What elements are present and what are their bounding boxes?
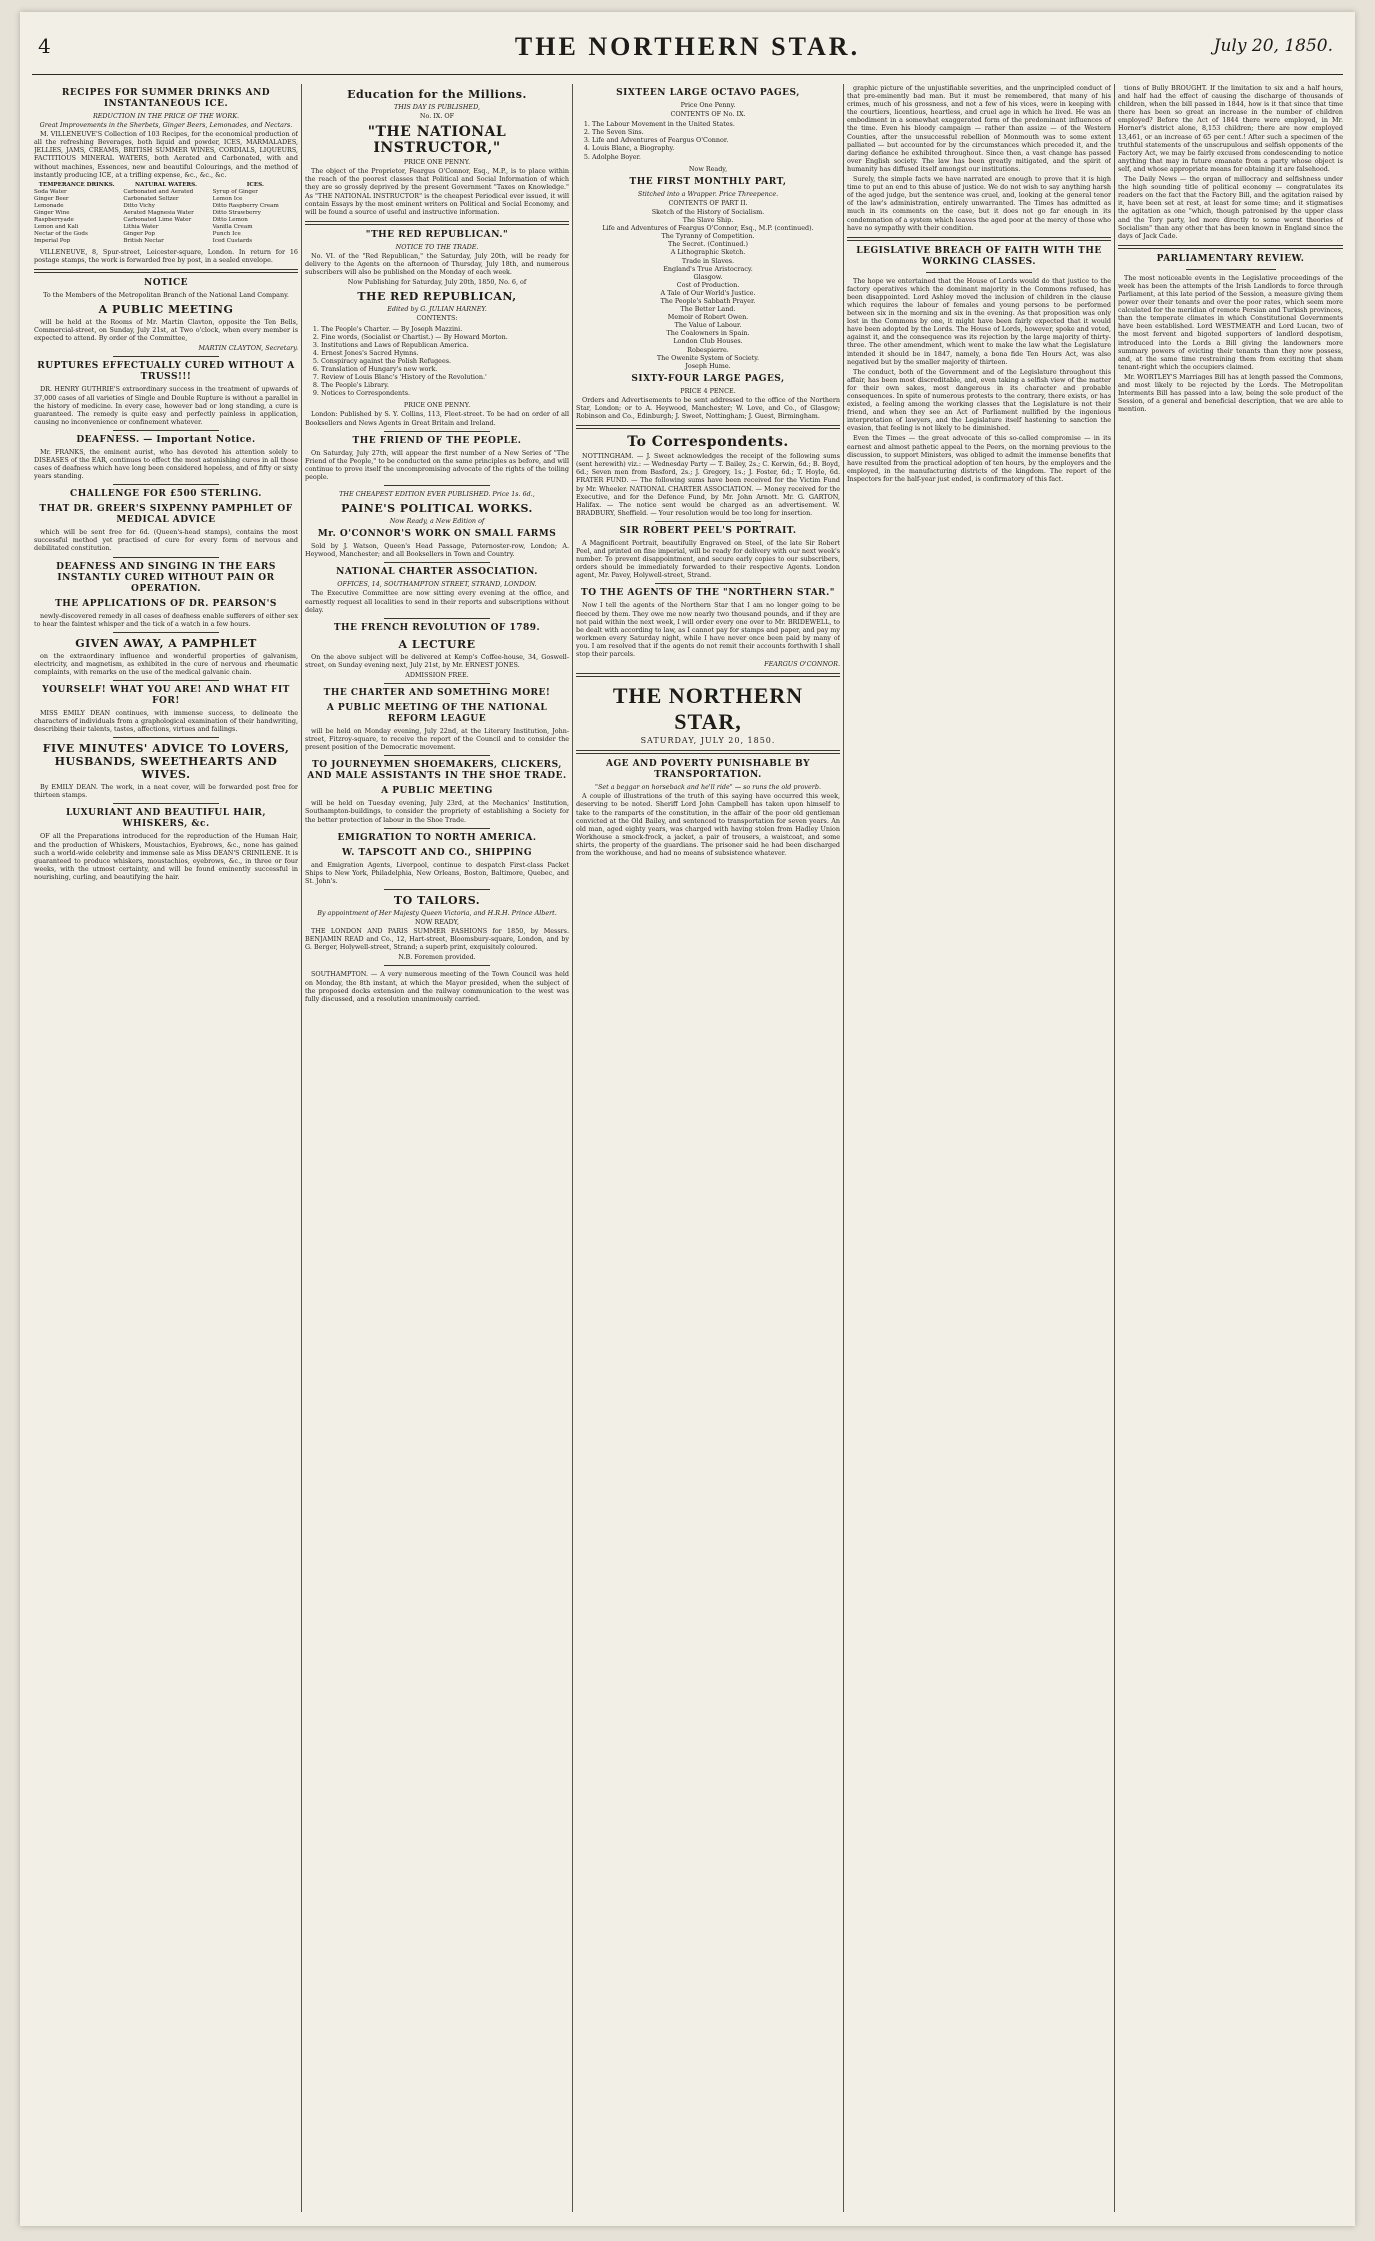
contents-item: 1. The Labour Movement in the United States. [592, 120, 840, 128]
parliamentary-body: The most noticeable events in the Legislative proceedings of the week has been the attempts of the Irish Landlords to force through Parliament, at this late period of the Session, a measure giving them power over their tenants and over the poor rates, which seem more calculated for the meridian of remote Persian and Turkish provinces, than the temperate climates in which Constitutional Governments have been established. Lord WESTMEATH and Lord Lucan, two of the most fervent and bigoted supporters of landlord despotism, introduced into the Lords a Bill giving the landowners more summary powers of evicting their tenants than they now possess, and, at the same time restraining them from exciting that sham tenant-right which the occupiers claimed. [1118, 273, 1343, 371]
tailors-body: THE LONDON AND PARIS SUMMER FASHIONS for 1850, by Messrs. BENJAMIN READ and Co., 12, Hart-street, Bloomsbury-square, London, and by G. Berger, Holywell-street, Strand; a superb print, exquisitely coloured. [305, 927, 569, 952]
contents-item: The Secret. (Continued.) [668, 240, 748, 249]
recipes-tagline: Great Improvements in the Sherbets, Ginger Beers, Lemonades, and Nectars. [39, 121, 293, 130]
divider [113, 557, 219, 558]
recipes-table [34, 182, 298, 245]
tailors-footer: N.B. Foremen provided. [398, 953, 476, 962]
transportation-heading: AGE AND POVERTY PUNISHABLE BY TRANSPORTATION. [605, 759, 811, 781]
public-meeting-heading: A PUBLIC MEETING [98, 303, 234, 317]
contents-item: A Lithographic Sketch. [670, 248, 746, 257]
advice-heading: FIVE MINUTES' ADVICE TO LOVERS, HUSBANDS, SWEETHEARTS AND WIVES. [42, 742, 290, 782]
contents-item: The Slave Ship. [682, 216, 734, 225]
contents-item: 2. Fine words, (Socialist or Chartist.) — By Howard Morton. [321, 333, 569, 341]
emigration-heading: EMIGRATION TO NORTH AMERICA. [337, 832, 537, 843]
shoemakers-title: A PUBLIC MEETING [381, 786, 493, 797]
southampton-paragraph: SOUTHAMPTON. — A very numerous meeting of the Town Council was held on Monday, the 8th instant, at which the Mayor presided, when the subject of the proposed docks extension and the railway communication to the west was fully discussed, and a resolution unanimously carried. [305, 970, 569, 1003]
friend-body: On Saturday, July 27th, will appear the first number of a New Series of "The Friend of the People," to be conducted on the same principles as before, and will continue to prove itself the uncompromising advocate of the rights of the toiling people. [305, 448, 569, 481]
lecture-body: On the above subject will be delivered at Kemp's Coffee-house, 34, Goswell-street, on Sunday evening next, July 21st, by Mr. ERNEST JONES. [305, 652, 569, 669]
tapscott-title: W. TAPSCOTT AND CO., SHIPPING [341, 847, 533, 858]
dateline: July 20, 1850. [1213, 36, 1333, 56]
agents-heading: TO THE AGENTS OF THE "NORTHERN STAR." [581, 588, 835, 599]
table-cell: Ditto Lemon [212, 216, 248, 223]
divider [113, 803, 219, 804]
table-cell: Carbonated and Aerated [123, 188, 194, 195]
divider [384, 828, 490, 829]
pamphlet-body: on the extraordinary influence and wonderful properties of galvanism, electricity, and magnetism, as exhibited in the cure of nervous and rheumatic complaints, with remarks on the use of the medical galvanic chain. [34, 651, 298, 676]
reform-league-body: will be held on Monday evening, July 22nd, at the Literary Institution, John-street, Fitzroy-square, to receive the report of the Council and to consider the present position of the Democratic movement. [305, 727, 569, 752]
agents-body: Now I tell the agents of the Northern Star that I am no longer going to be fleeced by them. They owe me now nearly two thousand pounds, and if they are not paid within the next week, I will order every one over to Mr. BRIDEWELL, to be dealt with according to law, as I cannot pay for stamps and paper, and pay my workmen every Saturday night, while I have never once been paid by many of you. I am resolved that if the agents do not remit their accounts forthwith I shall stop their parcels. [576, 601, 840, 658]
section-divider [576, 673, 840, 677]
contents-label: CONTENTS: [416, 314, 458, 323]
deafness-heading: DEAFNESS. — Important Notice. [76, 434, 256, 445]
yourself-body: MISS EMILY DEAN continues, with immense success, to delineate the characters of individuals from a graphological examination of their handwriting, describing their talents, tastes, affections, virtues and failings. [34, 709, 298, 734]
parliamentary-body-2: Mr. WORTLEY'S Marriages Bill has at length passed the Commons, and most likely to be rejected by the Lords. The Metropolitan Interments Bill has passed into a law, being the sole product of the Session, of a general and beneficial description, that we are able to mention. [1118, 372, 1343, 414]
column-5 [1118, 84, 1343, 2212]
column-4-body-2: Surely, the simple facts we have narrated are enough to prove that it is high time to put an end to this abuse of justice. We do not wish to say anything harsh of the aged judge, but the sentence was cruel, and, looking at the general tenor of the law's administration, entirely unwarranted. The Times has admitted as much in its comments on the case, but it does not go far enough in its condemnation of a system which leaves the aged poor at the mercy of those who have no sympathy with their condition. [847, 175, 1111, 232]
table-header: TEMPERANCE DRINKS. [38, 181, 115, 188]
hair-body: OF all the Preparations introduced for the reproduction of the Human Hair, and the production of Whiskers, Moustachios, Eyebrows, &c., none has gained such a world-wide celebrity and immense sale as Miss DEAN'S CRINILENE. It is guaranteed to produce whiskers, moustachios, eyebrows, &c., in three or four weeks, with the utmost certainty, and will be found eminently successful in nourishing, curling, and beautifying the hair. [34, 832, 298, 881]
contents-item: England's True Aristocracy. [663, 264, 753, 273]
recipes-subheading: REDUCTION IN THE PRICE OF THE WORK. [92, 112, 240, 120]
now-ready: Now Ready, [688, 164, 728, 173]
table-cell: Ditto Strawberry [212, 209, 261, 216]
table-cell: Lemonade [34, 202, 64, 209]
ruptures-body: DR. HENRY GUTHRIE'S extraordinary success in the treatment of upwards of 37,000 cases of all varieties of Single and Double Rupture is without a parallel in the history of medicine. In every case, however bad or long standing, a cure is guaranteed. The remedy is quite easy and perfectly painless in application, causing no inconvenience or confinement whatever. [34, 385, 298, 426]
monthly-part-sub: Stitched into a Wrapper. Price Threepence. [637, 189, 779, 198]
section-divider [847, 237, 1111, 241]
paine-intro: THE CHEAPEST EDITION EVER PUBLISHED. Price 1s. 6d., [339, 490, 535, 498]
education-price: PRICE ONE PENNY. [403, 158, 471, 167]
correspondents-body: NOTTINGHAM. — J. Sweet acknowledges the receipt of the following sums (sent herewith) viz.: — Wednesday Party — T. Bailey, 2s.; C. Kerwin, 6d.; B. Boyd, 6d.; Seven men from Basford, 2s.; J. Gregory, 1s.; J. Foster, 6d.; T. Hoyle, 6d. FRATER FUND. — The following sums have been received for the Victim Fund by Mr. Wheeler. NATIONAL CHARTER ASSOCIATION. — Money received for the Executive, and for the Defence Fund, by Mr. John Arnott. Mr. G. GARTON, Halifax. — The notice sent would be charged as an advertisement. W. BRADBURY, Sheffield. — Your resolution would be too long for insertion. [576, 452, 840, 517]
emigration-body: and Emigration Agents, Liverpool, continue to despatch First-class Packet Ships to New York, Philadelphia, New Orleans, Boston, Baltimore, Quebec, and St. John's. [305, 860, 569, 885]
friend-heading: THE FRIEND OF THE PEOPLE. [352, 435, 522, 446]
table-cell: Syrup of Ginger [212, 188, 258, 195]
northern-star-date: SATURDAY, JULY 20, 1850. [640, 736, 776, 746]
northern-star-title: THE NORTHERN STAR, [612, 683, 804, 735]
contents-item: Robespierre. [687, 345, 729, 354]
tailors-heading: TO TAILORS. [393, 893, 481, 907]
divider [1186, 269, 1276, 270]
contents-item: 7. Review of Louis Blanc's 'History of the Revolution.' [321, 373, 569, 381]
paine-body: Sold by J. Watson, Queen's Head Passage, Paternoster-row, London; A. Heywood, Manchester; and all Booksellers in Town and Country. [305, 542, 569, 559]
advice-body: By EMILY DEAN. The work, in a neat cover, will be forwarded post free for thirteen stamps. [34, 783, 298, 800]
paine-heading: PAINE'S POLITICAL WORKS. [341, 502, 533, 516]
yourself-heading: YOURSELF! WHAT YOU ARE! AND WHAT FIT FOR! [42, 685, 290, 706]
section-divider [34, 269, 298, 273]
contents-ix-label: CONTENTS OF No. IX. [670, 110, 746, 119]
section-divider [1118, 245, 1343, 249]
divider [113, 430, 219, 431]
table-cell: Soda Water [34, 188, 67, 195]
page-number: 4 [38, 34, 51, 58]
contents-item: 9. Notices to Correspondents. [321, 389, 569, 397]
deafness2-subheading: THE APPLICATIONS OF DR. PEARSON'S [55, 598, 277, 609]
challenge-heading: CHALLENGE FOR £500 STERLING. [70, 489, 262, 500]
column-5-body: tions of Bully BROUGHT. If the limitation to six and a half hours, and half had the effect of causing the discharge of thousands of children, when the bill passed in 1844, how is it that since that time there has been so great an increase in the number of children employed? Before the Act of 1844 there were employed, in Mr. Horner's district alone, 8,153 children; there are now employed 13,461, or an increase of 65 per cent.! After such a specimen of the truthful statements of the unscrupulous and selfish opponents of the Factory Act, we may be fairly excused from condescending to notice anything that may in future emanate from a party whose object is self, and whose appropriate means for obtaining it are falsehood. [1118, 84, 1343, 173]
lecture-heading: THE FRENCH REVOLUTION OF 1789. [333, 622, 541, 633]
table-cell: Raspberryade [34, 216, 74, 223]
charter-assoc-heading: NATIONAL CHARTER ASSOCIATION. [336, 567, 538, 578]
paine-subheading: Now Ready, a New Edition of [389, 517, 485, 526]
transportation-quote: "Set a beggar on horseback and he'll ride" — so runs the old proverb. [595, 783, 821, 792]
table-cell: Aerated Magnesia Water [123, 209, 194, 216]
shoemakers-heading: TO JOURNEYMEN SHOEMAKERS, CLICKERS, AND MALE ASSISTANTS IN THE SHOE TRADE. [307, 760, 567, 782]
meeting-body: will be held at the Rooms of Mr. Martin Clavton, opposite the Ten Bells, Commercial-street, on Sunday, July 21st, at Two o'clock, when every member is expected to attend. By order of the Committee, [34, 318, 298, 343]
divider [384, 485, 490, 486]
challenge-body: which will be sent free for 6d. (Queen's-head stamps), contains the most successful method yet practised of cure for every form of nervous and debilitated constitution. [34, 528, 298, 553]
contents-item: The Value of Labour. [674, 321, 742, 330]
reform-league-title: A PUBLIC MEETING OF THE NATIONAL REFORM LEAGUE [326, 703, 548, 725]
divider [926, 272, 1032, 273]
sixty-four-pages: SIXTY-FOUR LARGE PAGES, [631, 373, 785, 384]
deafness2-heading: DEAFNESS AND SINGING IN THE EARS INSTANTLY CURED WITHOUT PAIN OR OPERATION. [56, 561, 276, 594]
peel-heading: SIR ROBERT PEEL'S PORTRAIT. [619, 525, 797, 536]
sixteen-price: Price One Penny. [680, 101, 736, 109]
red-republican-editor: Edited by G. JULIAN HARNEY. [387, 305, 487, 314]
contents-item: 1. The People's Charter. — By Joseph Mazzini. [321, 325, 569, 333]
divider [113, 737, 219, 738]
table-cell: Nectar of the Gods [34, 230, 88, 237]
red-republican-publisher: London: Published by S. Y. Collins, 113, Fleet-street. To be had on order of all Booksellers and News Agents in Great Britain and Ireland. [305, 410, 569, 427]
orders-paragraph: Orders and Advertisements to be sent addressed to the office of the Northern Star, London; or to A. Heywood, Manchester; W. Love, and Co., of Glasgow; Robinson and Co., Edinburgh; J. Sweet, Nottingham; J. Guest, Birmingham. [576, 395, 840, 421]
divider [384, 965, 490, 966]
column-rule [843, 84, 844, 2212]
divider [384, 889, 490, 890]
peel-body: A Magnificent Portrait, beautifully Engraved on Steel, of the late Sir Robert Peel, and printed on fine imperial, will be ready for delivery with our next week's number. To prevent disappointment, and secure early copies to our subscribers, orders should be immediately forwarded to their respective Agents. London agent, Mr. Pavey, Holywell-street, Strand. [576, 538, 840, 580]
notice-label: NOTICE [144, 277, 188, 288]
contents-item: 3. Institutions and Laws of Republican America. [321, 341, 569, 349]
divider [384, 562, 490, 563]
contents-item: 3. Life and Adventures of Feargus O'Connor. [592, 136, 840, 144]
table-cell: Carbonated Lime Water [123, 216, 192, 223]
table-cell: Vanilla Cream [212, 223, 253, 230]
contents-item: The Owenite System of Society. [656, 353, 760, 362]
small-farms-title: Mr. O'CONNOR'S WORK ON SMALL FARMS [317, 529, 557, 540]
part-contents-list [576, 208, 840, 370]
hair-heading: LUXURIANT AND BEAUTIFUL HAIR, WHISKERS, &c. [65, 808, 267, 830]
section-divider [305, 221, 569, 225]
table-cell: Lithia Water [123, 223, 159, 230]
sixteen-pages-heading: SIXTEEN LARGE OCTAVO PAGES, [616, 88, 800, 98]
parliamentary-heading: PARLIAMENTARY REVIEW. [1156, 253, 1305, 264]
newspaper-page [20, 12, 1355, 2226]
correspondents-heading: To Correspondents. [627, 434, 789, 451]
section-divider [576, 750, 840, 754]
column-4-body: graphic picture of the unjustifiable severities, and the unprincipled conduct of that pre-eminently bad man. But it must be remembered, that many of his crimes, much of his grossness, and not a few of his vices, were in keeping with the courtiers, licentious, heartless, and cruel age in which he lived. He was an embodiment in a somewhat exaggerated form of the predominant influences of the time. Even his bloody campaign — rather than assize — of the Western Counties, after the unsuccessful rebellion of Monmouth was to some extent palliated — but accounted for by the circumstances which preceded it, and the daring defiance he exhibited throughout. Since then, a vast change has passed over English society. The law has been greatly mitigated, and the spirit of humanity has diffused itself amongst our institutions. [847, 84, 1111, 173]
tailors-sub: By appointment of Her Majesty Queen Victoria, and H.R.H. Prince Albert. [317, 908, 557, 917]
deafness-body: Mr. FRANKS, the eminent aurist, who has devoted his attention solely to DISEASES of the EAR, continues to effect the most astonishing cures in all those cases of deafness which have long been considered hopeless, and of fifty or sixty years standing. [34, 447, 298, 481]
red-republican-published: Now Publishing for Saturday, July 20th, 1850, No. 6, of [347, 278, 527, 287]
contents-item: The People's Sabbath Prayer. [660, 296, 756, 305]
charter-assoc-address: OFFICES, 14, SOUTHAMPTON STREET, STRAND, LONDON. [337, 580, 537, 589]
red-republican-title: THE RED REPUBLICAN, [357, 290, 517, 304]
challenge-subheading: THAT DR. GREER'S SIXPENNY PAMPHLET OF MEDICAL ADVICE [39, 504, 293, 526]
masthead [32, 26, 1343, 75]
section-divider [576, 425, 840, 429]
table-cell: Ginger Pop [123, 230, 156, 237]
meeting-signature: MARTIN CLAYTON, Secretary. [198, 344, 298, 353]
column-rule [301, 84, 302, 2212]
contents-item: 4. Ernest Jones's Sacred Hymns. [321, 349, 569, 357]
table-cell: Ginger Wine [34, 209, 70, 216]
red-republican-body: No. VI. of the "Red Republican," the Saturday, July 20th, will be ready for delivery to the Agents on the afternoon of Thursday, July 18th, and numerous subscribers will also be published on the Monday of each week. [305, 251, 569, 277]
agents-signature: FEARGUS O'CONNOR. [764, 660, 840, 669]
deafness2-body: newly-discovered remedy in all cases of deafness enable sufferers of either sex to hear the faintest whisper and the tick of a watch in a few hours. [34, 611, 298, 628]
contents-item: 8. The People's Library. [321, 381, 569, 389]
table-cell: Ginger Beer [34, 195, 69, 202]
divider [384, 683, 490, 684]
table-cell: Iced Custards [212, 237, 253, 244]
table-cell: Ditto Vichy [123, 202, 155, 209]
divider [655, 521, 761, 522]
tailors-ready: NOW READY, [414, 917, 460, 926]
education-number: No. IX. OF [419, 112, 455, 121]
contents-item: Joseph Hume. [685, 361, 731, 370]
recipes-footer: VILLENEUVE, 8, Spur-street, Leicester-square, London. In return for 16 postage stamps, the work is forwarded free by post, in a sealed envelope. [34, 247, 298, 264]
column-1 [34, 84, 298, 2212]
contents-item: 5. Adolphe Boyer. [592, 153, 840, 161]
lecture-title: A LECTURE [398, 637, 476, 651]
divider [655, 583, 761, 584]
table-cell: Punch Ice [212, 230, 241, 237]
divider [113, 680, 219, 681]
contents-item: Life and Adventures of Feargus O'Connor, Esq., M.P. (continued). [602, 224, 814, 233]
education-heading: Education for the Millions. [347, 88, 527, 101]
divider [113, 484, 219, 485]
divider [384, 431, 490, 432]
contents-item: A Tale of Our World's Justice. [660, 288, 756, 297]
column-2 [305, 84, 569, 2212]
divider [113, 356, 219, 357]
contents-item: The Tyranny of Competition. [661, 232, 755, 241]
contents-item: 5. Conspiracy against the Polish Refugees. [321, 357, 569, 365]
contents-item: Sketch of the History of Socialism. [651, 207, 765, 216]
ruptures-heading: RUPTURES EFFECTUALLY CURED WITHOUT A TRUSS!!! [37, 361, 295, 383]
education-body: The object of the Proprietor, Feargus O'Connor, Esq., M.P., is to place within the reach of the poorest classes that Political and Social Information of which they are so grossly deprived by the present Government "Taxes on Knowledge." As "THE NATIONAL INSTRUCTOR" is the cheapest Periodical ever issued, it will contain Essays by the most eminent writers on Political and Social Economy, and will be found a source of useful and instructive information. [305, 167, 569, 216]
contents-item: The Better Land. [680, 305, 736, 314]
meeting-intro: To the Members of the Metropolitan Branch of the National Land Company. [43, 290, 289, 299]
contents-ix-list [592, 120, 840, 160]
column-3 [576, 84, 840, 2212]
instructor-title: "THE NATIONAL INSTRUCTOR," [367, 124, 507, 157]
lecture-admission: ADMISSION FREE. [405, 670, 469, 679]
red-republican-price: PRICE ONE PENNY. [403, 401, 471, 410]
table-cell: Ditto Raspberry Cream [212, 202, 279, 209]
legislative-body: The hope we entertained that the House of Lords would do that justice to the factory operatives which the dominant majority in the Commons refused, has been disappointed. Lord Ashley moved the inclusion of children in the clause which requires the labour of females and young persons to be performed between six in the morning and six in the evening. As that proposition was only lost in the Commons by one, it might have been fairly expected that it would have been adopted by the Lords. The House of Lords, however, spoke and voted, against it, and the consequence was its rejection by the large majority of thirty-three. The other amendment, which went to make the law what the Legislature intended it should be in 1847, namely, a bona fide Ten Hours Act, was also negatived but by the smaller majority of thirteen. [847, 276, 1111, 366]
contents-item: London Club Houses. [673, 337, 743, 346]
charter-more-heading: THE CHARTER AND SOMETHING MORE! [323, 688, 551, 699]
part-contents-label: CONTENTS OF PART II. [668, 198, 748, 207]
table-cell: Imperial Pop [34, 237, 71, 244]
pamphlet-heading: GIVEN AWAY, A PAMPHLET [75, 636, 257, 650]
table-cell: British Nectar [123, 237, 164, 244]
charter-assoc-body: The Executive Committee are now sitting every evening at the office, and earnestly request all localities to send in their reports and subscriptions without delay. [305, 589, 569, 614]
legislative-heading: LEGISLATIVE BREACH OF FAITH WITH THE WORKING CLASSES. [856, 245, 1102, 267]
divider [384, 618, 490, 619]
sixty-four-price: PRICE 4 PENCE. [680, 386, 736, 395]
contents-item: Trade in Slaves. [681, 256, 735, 265]
paper-name: THE NORTHERN STAR. [514, 32, 861, 61]
column-rule [1114, 84, 1115, 2212]
table-cell: Lemon and Kali [34, 223, 79, 230]
transportation-body: A couple of illustrations of the truth of this saying have occurred this week, deserving to be noted. Sheriff Lord John Campbell has taken upon himself to take to the ramparts of the constitution, in the affair of the poor old gentleman convicted at the Old Bailey, and sentenced to transportation for seven years. An old man, aged eighty years, was charged with having stolen from Hadley Union Workhouse a smock-frock, a jacket, a pair of trousers, a waistcoat, and some shirts, the property of the guardians. The prisoner said he had been discharged from the workhouse, and had no means of subsistence whatever. [576, 792, 840, 857]
shoemakers-body: will be held on Tuesday evening, July 23rd, at the Mechanics' Institution, Southampton-buildings, to consider the propriety of establishing a Society for the better protection of labour in the Shoe Trade. [305, 799, 569, 824]
column-rule [572, 84, 573, 2212]
contents-item: 6. Translation of Hungary's new work. [321, 365, 569, 373]
legislative-body-2: The conduct, both of the Government and of the Legislature throughout this affair, has been most discreditable, and, even taking a selfish view of the matter for their own sakes, most dangerous in its character and probable consequences. In spite of numerous protests to the contrary, there exists, or has existed, a feeling among the working classes that the Legislature is not their friend, and when they see an Act of Parliament nullified by the ingenious interpretation of lawyers, and the Legislature itself hastening to sanction the evasion, that feeling is not likely to be diminished. [847, 367, 1111, 433]
contents-item: The Coalowners in Spain. [666, 329, 750, 338]
divider [384, 755, 490, 756]
contents-item: Glasgow. [693, 272, 723, 281]
table-cell: Lemon Ice [212, 195, 243, 202]
table-header: NATURAL WATERS. [135, 181, 197, 188]
red-republican-heading: "THE RED REPUBLICAN." [365, 229, 509, 240]
red-republican-contents [321, 325, 569, 398]
legislative-body-3: Even the Times — the great advocate of this so-called compromise — in its earnest and almost pathetic appeal to the Peers, on the morning previous to the discussion, to support Ministers, was obliged to admit the immense benefits that have resulted from the practical adoption of ten hours, by the employers and the employed, in the manufacturing districts of the kingdom. The report of the Inspectors for the half-year just ended, is confirmatory of this fact. [847, 434, 1111, 483]
trade-notice: NOTICE TO THE TRADE. [395, 242, 479, 251]
contents-item: 2. The Seven Sins. [592, 128, 840, 136]
monthly-part: THE FIRST MONTHLY PART, [629, 176, 787, 187]
divider [113, 632, 219, 633]
table-cell: Carbonated Seltzer [123, 195, 179, 202]
recipes-body: M. VILLENEUVE'S Collection of 103 Recipes, for the economical production of all the refreshing Beverages, both liquid and powder, ICES, MARMALADES, JELLIES, JAMS, CREAMS, BRITISH SUMMER WINES, CORDIALS, LIQUEURS, FACTITIOUS MINERAL WATERS, both Aerated and Carbonated, with and without machines, Essences, new and beautiful Colourings, and the method of instantly producing ICE, at a trifling expense, &c., &c., &c. [34, 130, 298, 179]
contents-item: Cost of Production. [676, 280, 740, 289]
table-header: ICES. [246, 181, 264, 188]
column-4 [847, 84, 1111, 2212]
column-5-body-2: The Daily News — the organ of millocracy and selfishness under the high sounding title of political economy — congratulates its readers on the fact that the Factory Bill, and the agitation raised by it, have been set at rest, at least for some time; and it stigmatises the agitation as one "which, though patronised by the upper class and the Tory party, led more directly to some worst theories of Socialism" than any other that has been known in England since the days of Jack Cade. [1118, 175, 1343, 240]
education-line: THIS DAY IS PUBLISHED, [393, 103, 480, 111]
contents-item: Memoir of Robert Owen. [667, 313, 749, 322]
recipes-heading: RECIPES FOR SUMMER DRINKS AND INSTANTANEOUS ICE. [61, 88, 271, 109]
contents-item: 4. Louis Blanc, a Biography. [592, 144, 840, 152]
